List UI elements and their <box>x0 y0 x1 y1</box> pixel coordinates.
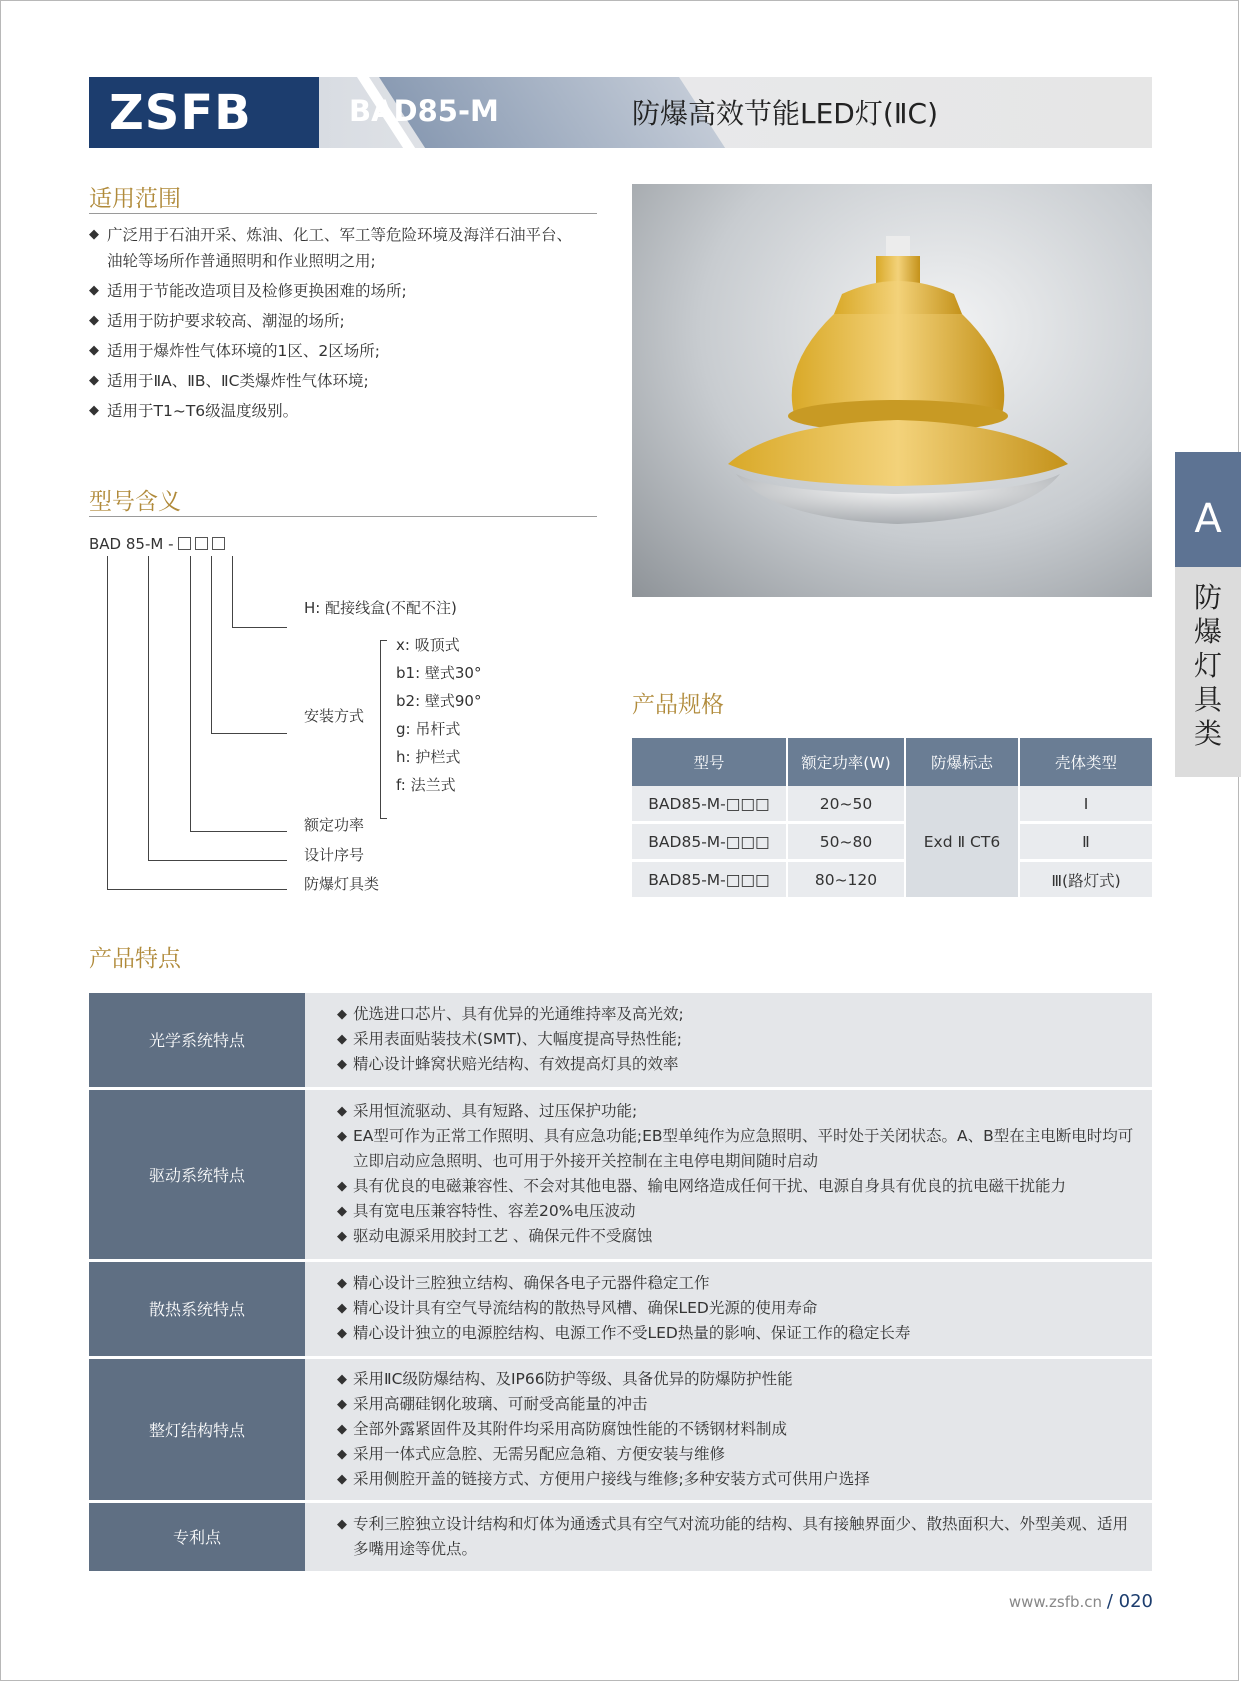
table-row <box>89 1501 1152 1571</box>
model-code <box>89 535 225 553</box>
list-item: ◆ 驱动电源采用胶封工艺 、确保元件不受腐蚀 <box>337 1224 1138 1249</box>
leader-line <box>107 556 108 889</box>
spec-table <box>632 738 1152 900</box>
list-item: ◆ 适用于ⅡA、ⅡB、ⅡC类爆炸性气体环境; <box>89 368 599 394</box>
table-row <box>632 786 1152 823</box>
feature-category: 散热系统特点 <box>89 1260 305 1357</box>
label-power: 额定功率 <box>304 816 365 834</box>
list-item: ◆ 广泛用于石油开采、炼油、化工、军工等危险环境及海洋石油平台、油轮等场所作普通照明和作业照明之用; <box>89 222 577 274</box>
product-photo <box>632 184 1152 597</box>
list-item: ◆ 专利三腔独立设计结构和灯体为通透式具有空气对流功能的结构、具有接触界面少、散热面积大、外型美观、适用多嘴用途等优点。 <box>337 1512 1138 1562</box>
list-item: ◆ 具有优良的电磁兼容性、不会对其他电器、输电网络造成任何干扰、电源自身具有优良的抗电磁干扰能力 <box>337 1174 1138 1199</box>
table-row <box>632 823 1152 861</box>
list-item: ◆ 采用侧腔开盖的链接方式、方便用户接线与维修;多种安装方式可供用户选择 <box>337 1467 1138 1492</box>
list-item: ◆ 精心设计具有空气导流结构的散热导风槽、确保LED光源的使用寿命 <box>337 1296 1138 1321</box>
list-item: ◆ 采用一体式应急腔、无需另配应急箱、方便安装与维修 <box>337 1442 1138 1467</box>
scope-list <box>89 222 599 428</box>
page-number: / 020 <box>1106 1591 1153 1612</box>
feature-details <box>305 1260 1152 1357</box>
feature-details <box>305 1088 1152 1260</box>
list-item: ◆ 适用于防护要求较高、潮湿的场所; <box>89 308 599 334</box>
leader-line <box>148 860 287 861</box>
feature-category: 光学系统特点 <box>89 993 305 1088</box>
product-title: 防爆高效节能LED灯(ⅡC) <box>632 97 939 130</box>
bracket-line <box>380 640 387 641</box>
list-item: ◆ 适用于T1~T6级温度级别。 <box>89 398 599 424</box>
list-item: ◆ 适用于爆炸性气体环境的1区、2区场所; <box>89 338 599 364</box>
list-item: ◆ 具有宽电压兼容特性、容差20%电压波动 <box>337 1199 1138 1224</box>
feature-category: 专利点 <box>89 1501 305 1571</box>
side-tab-letter: A <box>1175 452 1241 567</box>
model-code-diagram <box>89 535 609 905</box>
explosion-proof-lamp-image <box>632 184 1152 597</box>
list-item: ◆ 采用恒流驱动、具有短路、过压保护功能; <box>337 1099 1138 1124</box>
col-header: 额定功率(W) <box>787 738 905 786</box>
cell-type: Ⅱ <box>1019 823 1152 861</box>
code-box <box>212 537 225 550</box>
list-item: ◆ 全部外露紧固件及其附件均采用高防腐蚀性能的不锈钢材料制成 <box>337 1417 1138 1442</box>
table-row <box>632 861 1152 899</box>
table-row <box>89 1088 1152 1260</box>
model-meaning-title: 型号含义 <box>89 489 181 515</box>
col-header: 防爆标志 <box>905 738 1019 786</box>
code-box <box>195 537 208 550</box>
brand-logo: ZSFB <box>109 85 252 141</box>
scope-title: 适用范围 <box>89 186 181 212</box>
cell-model: BAD85-M-□□□ <box>632 786 787 823</box>
model-code-prefix: BAD <box>89 535 122 553</box>
col-header: 壳体类型 <box>1019 738 1152 786</box>
leader-line <box>190 556 191 831</box>
header-banner <box>89 77 1152 148</box>
leader-line <box>232 556 233 627</box>
install-option: f: 法兰式 <box>396 776 456 794</box>
list-item: ◆ 采用高硼硅钢化玻璃、可耐受高能量的冲击 <box>337 1392 1138 1417</box>
leader-line <box>190 831 287 832</box>
list-item: ◆ 采用表面贴装技术(SMT)、大幅度提高导热性能; <box>337 1027 1138 1052</box>
list-item: ◆ EA型可作为正常工作照明、具有应急功能;EB型单纯作为应急照明、平时处于关闭状态。A、B型在主电断电时均可立即启动应急照明、也可用于外接开关控制在主电停电期间随时启动 <box>337 1124 1138 1174</box>
cell-model: BAD85-M-□□□ <box>632 823 787 861</box>
feature-details <box>305 1357 1152 1501</box>
label-h: H: 配接线盒(不配不注) <box>304 599 457 617</box>
feature-details <box>305 993 1152 1088</box>
label-design: 设计序号 <box>304 846 365 864</box>
spec-title: 产品规格 <box>632 692 724 718</box>
leader-line <box>232 627 287 628</box>
table-row <box>89 1260 1152 1357</box>
table-header-row <box>632 738 1152 786</box>
install-option: g: 吊杆式 <box>396 720 461 738</box>
leader-line <box>211 733 287 734</box>
label-category: 防爆灯具类 <box>304 875 380 893</box>
bracket-line <box>380 818 387 819</box>
leader-line <box>148 556 149 860</box>
leader-line <box>107 889 287 890</box>
bracket-line <box>380 640 381 818</box>
list-item: ◆ 优选进口芯片、具有优异的光通维持率及高光效; <box>337 1002 1138 1027</box>
cell-exmark: Exd Ⅱ CT6 <box>905 786 1019 899</box>
cell-power: 80~120 <box>787 861 905 899</box>
side-tab-text: 防 爆 灯 具 类 <box>1193 581 1222 750</box>
table-row <box>89 1357 1152 1501</box>
cell-model: BAD85-M-□□□ <box>632 861 787 899</box>
model-meaning-divider <box>89 516 597 517</box>
model-code-suffix: 85-M - <box>125 535 174 553</box>
code-box <box>178 537 191 550</box>
model-number: BAD85-M <box>349 94 499 128</box>
list-item: ◆ 精心设计蜂窝状赔光结构、有效提高灯具的效率 <box>337 1052 1138 1077</box>
scope-divider <box>89 213 597 214</box>
list-item: ◆ 采用ⅡC级防爆结构、及IP66防护等级、具备优异的防爆防护性能 <box>337 1367 1138 1392</box>
features-table <box>89 993 1152 1571</box>
table-row <box>89 993 1152 1088</box>
cell-type: Ⅲ(路灯式) <box>1019 861 1152 899</box>
list-item: ◆ 精心设计独立的电源腔结构、电源工作不受LED热量的影响、保证工作的稳定长寿 <box>337 1321 1138 1346</box>
cell-power: 20~50 <box>787 786 905 823</box>
page-footer <box>1009 1591 1153 1612</box>
feature-category: 驱动系统特点 <box>89 1088 305 1260</box>
leader-line <box>211 556 212 733</box>
install-option: b1: 壁式30° <box>396 664 482 682</box>
col-header: 型号 <box>632 738 787 786</box>
install-option: h: 护栏式 <box>396 748 461 766</box>
label-install: 安装方式 <box>304 707 365 725</box>
feature-details <box>305 1501 1152 1571</box>
side-tab-category <box>1175 567 1241 777</box>
install-option: b2: 壁式90° <box>396 692 482 710</box>
list-item: ◆ 适用于节能改造项目及检修更换困难的场所; <box>89 278 599 304</box>
install-option: x: 吸顶式 <box>396 636 460 654</box>
cell-power: 50~80 <box>787 823 905 861</box>
features-title: 产品特点 <box>89 946 181 972</box>
website-link[interactable]: www.zsfb.cn <box>1008 1593 1103 1611</box>
feature-category: 整灯结构特点 <box>89 1357 305 1501</box>
list-item: ◆ 精心设计三腔独立结构、确保各电子元器件稳定工作 <box>337 1271 1138 1296</box>
cell-type: Ⅰ <box>1019 786 1152 823</box>
